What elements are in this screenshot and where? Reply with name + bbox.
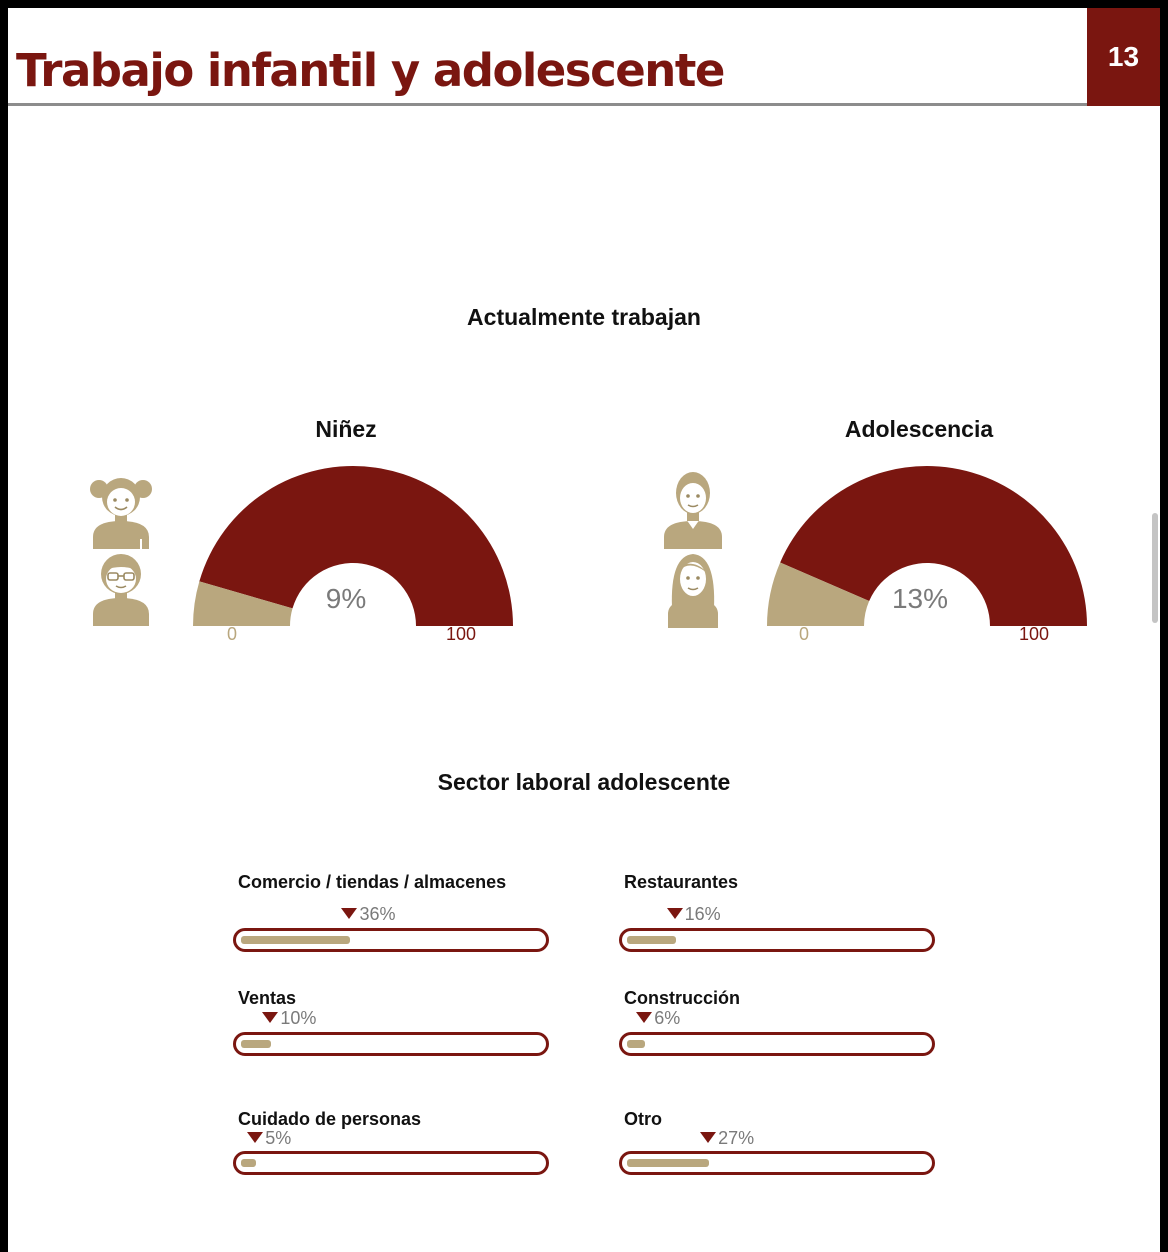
sector-bar-fill (627, 1159, 709, 1167)
sector-value-label: 6% (636, 1008, 680, 1029)
sector-bar-track (233, 1032, 549, 1056)
gauge-title-ninez: Niñez (315, 416, 377, 442)
scrollbar-thumb[interactable] (1152, 513, 1158, 623)
sector-bar-fill (241, 936, 350, 944)
gauge-max-label: 100 (1018, 624, 1050, 644)
sector-label: Restaurantes (624, 872, 739, 892)
sector-bar-track (619, 928, 935, 952)
gauge-ninez (178, 454, 518, 654)
gauge-value-label: 13% (891, 583, 949, 614)
section-title-actualmente-trabajan: Actualmente trabajan (467, 304, 701, 330)
sector-value-label: 16% (667, 904, 721, 925)
girl-icon (88, 469, 154, 549)
sector-bar-fill (627, 936, 676, 944)
sector-bar-track (233, 928, 549, 952)
title-divider (8, 103, 1087, 106)
value-marker-icon (247, 1132, 263, 1143)
gauge-max-label: 100 (445, 624, 477, 644)
sector-label: Cuidado de personas (238, 1109, 422, 1129)
sector-label: Construcción (624, 988, 741, 1008)
value-marker-icon (636, 1012, 652, 1023)
sector-label: Ventas (238, 988, 297, 1008)
boy-glasses-icon (88, 548, 154, 626)
gauge-title-adolescencia: Adolescencia (844, 416, 994, 442)
gauge-min-label: 0 (798, 624, 810, 644)
report-page (8, 8, 1160, 1252)
gauge-adolescencia (752, 454, 1092, 654)
sector-bar-fill (241, 1159, 256, 1167)
section-title-sector-laboral: Sector laboral adolescente (437, 769, 731, 795)
gauge-min-label: 0 (226, 624, 238, 644)
sector-bar-track (619, 1032, 935, 1056)
sector-bar-fill (627, 1040, 645, 1048)
value-marker-icon (262, 1012, 278, 1023)
sector-bar-fill (241, 1040, 271, 1048)
sector-value-label: 27% (700, 1128, 754, 1149)
sector-value-label: 36% (341, 904, 395, 925)
sector-value-label: 5% (247, 1128, 291, 1149)
sector-value-label: 10% (262, 1008, 316, 1029)
value-marker-icon (700, 1132, 716, 1143)
teen-girl-icon (660, 548, 726, 628)
sector-label: Otro (624, 1109, 662, 1129)
sector-bar-track (619, 1151, 935, 1175)
page-number-badge: 13 (1087, 8, 1160, 106)
teen-boy-icon (660, 469, 726, 549)
value-marker-icon (341, 908, 357, 919)
sector-bar-track (233, 1151, 549, 1175)
gauge-value-label: 9% (325, 583, 367, 614)
value-marker-icon (667, 908, 683, 919)
page-title: Trabajo infantil y adolescente (16, 44, 724, 97)
sector-label: Comercio / tiendas / almacenes (238, 872, 507, 892)
